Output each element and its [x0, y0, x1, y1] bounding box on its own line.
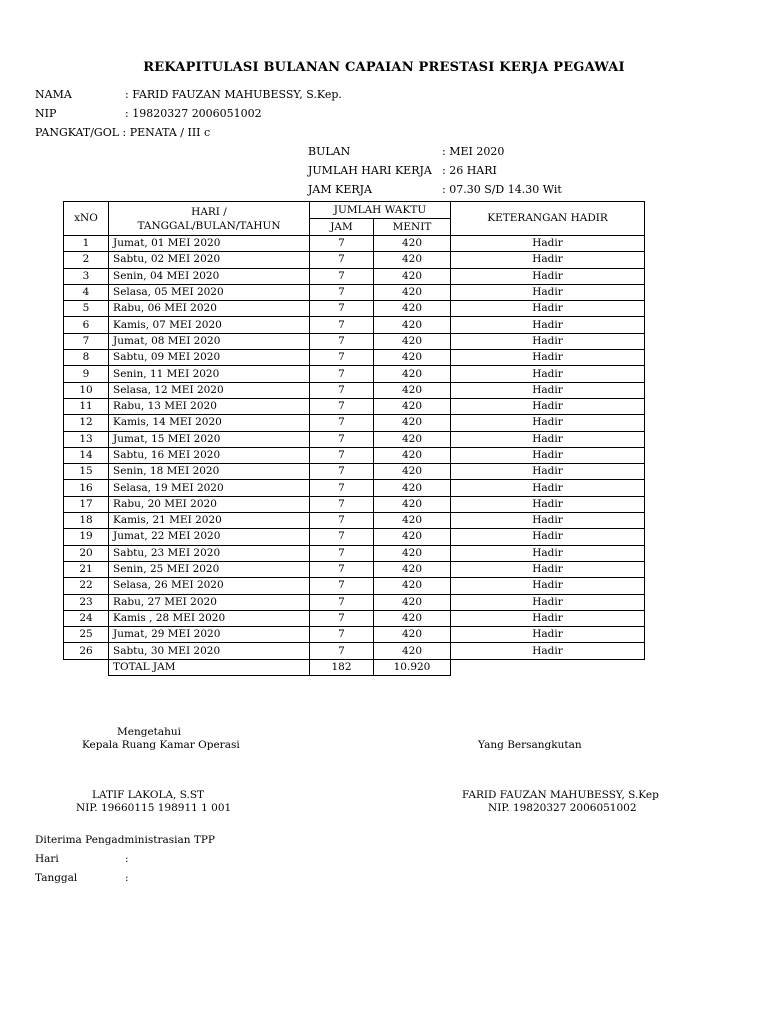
row-date: Kamis, 21 MEI 2020	[109, 513, 310, 529]
table-row	[64, 447, 645, 463]
table-row	[64, 464, 645, 480]
row-menit: 420	[374, 350, 451, 366]
row-keterangan: Hadir	[451, 366, 645, 382]
row-menit: 420	[374, 529, 451, 545]
table-row	[64, 398, 645, 414]
row-menit: 420	[374, 447, 451, 463]
hari-kerja-value: : 26 HARI	[442, 164, 497, 177]
table-row	[64, 415, 645, 431]
row-date: Kamis, 07 MEI 2020	[109, 317, 310, 333]
table-row	[64, 610, 645, 626]
nama-value: : FARID FAUZAN MAHUBESSY, S.Kep.	[125, 88, 342, 101]
header-keterangan: KETERANGAN HADIR	[451, 202, 645, 236]
row-no: 10	[64, 382, 109, 398]
row-no: 18	[64, 513, 109, 529]
row-jam: 7	[310, 268, 374, 284]
row-no: 19	[64, 529, 109, 545]
row-jam: 7	[310, 236, 374, 252]
row-keterangan: Hadir	[451, 301, 645, 317]
row-keterangan: Hadir	[451, 513, 645, 529]
mengetahui-label: Mengetahui	[117, 726, 182, 738]
total-blank-right	[451, 659, 645, 675]
row-keterangan: Hadir	[451, 578, 645, 594]
row-date: Sabtu, 09 MEI 2020	[109, 350, 310, 366]
table-row	[64, 627, 645, 643]
header-hari-line2: TANGGAL/BULAN/TAHUN	[137, 219, 281, 232]
row-jam: 7	[310, 496, 374, 512]
row-jam: 7	[310, 415, 374, 431]
row-jam: 7	[310, 480, 374, 496]
header-no: xNO	[64, 202, 109, 236]
row-keterangan: Hadir	[451, 252, 645, 268]
row-keterangan: Hadir	[451, 333, 645, 349]
row-date: Rabu, 27 MEI 2020	[109, 594, 310, 610]
row-menit: 420	[374, 284, 451, 300]
row-no: 24	[64, 610, 109, 626]
row-date: Senin, 25 MEI 2020	[109, 561, 310, 577]
table-row	[64, 301, 645, 317]
row-menit: 420	[374, 643, 451, 659]
row-jam: 7	[310, 610, 374, 626]
row-no: 23	[64, 594, 109, 610]
attendance-table	[63, 201, 645, 676]
row-keterangan: Hadir	[451, 236, 645, 252]
table-row	[64, 236, 645, 252]
row-menit: 420	[374, 561, 451, 577]
row-keterangan: Hadir	[451, 284, 645, 300]
row-menit: 420	[374, 545, 451, 561]
row-keterangan: Hadir	[451, 594, 645, 610]
row-keterangan: Hadir	[451, 382, 645, 398]
row-jam: 7	[310, 431, 374, 447]
header-jam: JAM	[310, 219, 374, 236]
table-row	[64, 382, 645, 398]
row-jam: 7	[310, 464, 374, 480]
row-keterangan: Hadir	[451, 268, 645, 284]
right-signer-nip: NIP. 19820327 2006051002	[488, 802, 637, 814]
hari-kerja-label: JUMLAH HARI KERJA	[308, 164, 432, 177]
row-jam: 7	[310, 398, 374, 414]
row-menit: 420	[374, 333, 451, 349]
row-keterangan: Hadir	[451, 561, 645, 577]
row-no: 7	[64, 333, 109, 349]
total-label: TOTAL JAM	[109, 659, 310, 675]
row-date: Selasa, 05 MEI 2020	[109, 284, 310, 300]
header-hari	[109, 202, 310, 236]
table-row	[64, 317, 645, 333]
row-keterangan: Hadir	[451, 529, 645, 545]
bulan-label: BULAN	[308, 145, 351, 158]
row-no: 4	[64, 284, 109, 300]
table-row	[64, 643, 645, 659]
row-no: 15	[64, 464, 109, 480]
row-no: 14	[64, 447, 109, 463]
row-menit: 420	[374, 431, 451, 447]
row-menit: 420	[374, 317, 451, 333]
header-hari-line1: HARI /	[191, 205, 227, 218]
row-date: Selasa, 12 MEI 2020	[109, 382, 310, 398]
row-jam: 7	[310, 284, 374, 300]
table-row	[64, 480, 645, 496]
row-menit: 420	[374, 578, 451, 594]
left-signer-nip: NIP. 19660115 198911 1 001	[76, 802, 232, 814]
total-row	[64, 659, 645, 675]
row-jam: 7	[310, 643, 374, 659]
table-row	[64, 578, 645, 594]
jam-kerja-value: : 07.30 S/D 14.30 Wit	[442, 183, 562, 196]
row-jam: 7	[310, 447, 374, 463]
table-row	[64, 545, 645, 561]
row-date: Selasa, 26 MEI 2020	[109, 578, 310, 594]
row-jam: 7	[310, 529, 374, 545]
row-jam: 7	[310, 513, 374, 529]
row-jam: 7	[310, 350, 374, 366]
row-no: 26	[64, 643, 109, 659]
row-date: Kamis, 14 MEI 2020	[109, 415, 310, 431]
row-jam: 7	[310, 545, 374, 561]
row-keterangan: Hadir	[451, 415, 645, 431]
total-menit: 10.920	[374, 659, 451, 675]
row-date: Sabtu, 16 MEI 2020	[109, 447, 310, 463]
left-signer-name: LATIF LAKOLA, S.ST	[92, 789, 205, 801]
table-row	[64, 513, 645, 529]
row-keterangan: Hadir	[451, 627, 645, 643]
row-jam: 7	[310, 561, 374, 577]
row-date: Jumat, 15 MEI 2020	[109, 431, 310, 447]
row-jam: 7	[310, 594, 374, 610]
table-row	[64, 431, 645, 447]
row-keterangan: Hadir	[451, 447, 645, 463]
row-keterangan: Hadir	[451, 350, 645, 366]
row-menit: 420	[374, 236, 451, 252]
row-date: Senin, 11 MEI 2020	[109, 366, 310, 382]
right-signer-name: FARID FAUZAN MAHUBESSY, S.Kep	[462, 789, 659, 801]
row-menit: 420	[374, 415, 451, 431]
row-keterangan: Hadir	[451, 317, 645, 333]
row-date: Rabu, 20 MEI 2020	[109, 496, 310, 512]
nip-value: : 19820327 2006051002	[125, 107, 262, 120]
row-keterangan: Hadir	[451, 496, 645, 512]
row-no: 1	[64, 236, 109, 252]
row-no: 6	[64, 317, 109, 333]
row-menit: 420	[374, 382, 451, 398]
row-no: 3	[64, 268, 109, 284]
row-date: Rabu, 06 MEI 2020	[109, 301, 310, 317]
row-jam: 7	[310, 317, 374, 333]
row-date: Jumat, 01 MEI 2020	[109, 236, 310, 252]
table-row	[64, 350, 645, 366]
row-date: Rabu, 13 MEI 2020	[109, 398, 310, 414]
nama-label: NAMA	[35, 88, 72, 101]
table-row	[64, 333, 645, 349]
row-menit: 420	[374, 398, 451, 414]
row-keterangan: Hadir	[451, 480, 645, 496]
row-menit: 420	[374, 610, 451, 626]
row-menit: 420	[374, 464, 451, 480]
row-date: Senin, 18 MEI 2020	[109, 464, 310, 480]
row-no: 2	[64, 252, 109, 268]
row-date: Jumat, 22 MEI 2020	[109, 529, 310, 545]
table-row	[64, 594, 645, 610]
row-menit: 420	[374, 301, 451, 317]
row-keterangan: Hadir	[451, 610, 645, 626]
receipt-title: Diterima Pengadministrasian TPP	[35, 834, 215, 846]
row-jam: 7	[310, 366, 374, 382]
row-menit: 420	[374, 480, 451, 496]
row-menit: 420	[374, 627, 451, 643]
row-date: Kamis , 28 MEI 2020	[109, 610, 310, 626]
total-blank	[64, 659, 109, 675]
header-menit: MENIT	[374, 219, 451, 236]
receipt-hari-colon: :	[125, 853, 129, 865]
table-row	[64, 284, 645, 300]
row-date: Sabtu, 02 MEI 2020	[109, 252, 310, 268]
receipt-tanggal-colon: :	[125, 872, 129, 884]
row-no: 17	[64, 496, 109, 512]
row-no: 20	[64, 545, 109, 561]
table-row	[64, 561, 645, 577]
row-no: 12	[64, 415, 109, 431]
row-date: Jumat, 08 MEI 2020	[109, 333, 310, 349]
row-keterangan: Hadir	[451, 545, 645, 561]
table-row	[64, 366, 645, 382]
row-jam: 7	[310, 627, 374, 643]
row-menit: 420	[374, 366, 451, 382]
row-no: 5	[64, 301, 109, 317]
row-keterangan: Hadir	[451, 398, 645, 414]
row-no: 25	[64, 627, 109, 643]
row-keterangan: Hadir	[451, 431, 645, 447]
row-no: 9	[64, 366, 109, 382]
header-jumlah-waktu: JUMLAH WAKTU	[310, 202, 451, 219]
row-menit: 420	[374, 496, 451, 512]
receipt-tanggal-label: Tanggal	[35, 872, 78, 884]
table-row	[64, 252, 645, 268]
table-row	[64, 529, 645, 545]
row-no: 11	[64, 398, 109, 414]
row-date: Selasa, 19 MEI 2020	[109, 480, 310, 496]
row-keterangan: Hadir	[451, 643, 645, 659]
document-title: REKAPITULASI BULANAN CAPAIAN PRESTASI KERJA PEGAWAI	[143, 60, 625, 75]
row-date: Sabtu, 23 MEI 2020	[109, 545, 310, 561]
row-date: Sabtu, 30 MEI 2020	[109, 643, 310, 659]
row-keterangan: Hadir	[451, 464, 645, 480]
receipt-hari-label: Hari	[35, 853, 59, 865]
row-menit: 420	[374, 252, 451, 268]
row-jam: 7	[310, 301, 374, 317]
row-jam: 7	[310, 578, 374, 594]
row-menit: 420	[374, 513, 451, 529]
jam-kerja-label: JAM KERJA	[308, 183, 372, 196]
row-jam: 7	[310, 252, 374, 268]
row-date: Senin, 04 MEI 2020	[109, 268, 310, 284]
row-no: 21	[64, 561, 109, 577]
table-row	[64, 268, 645, 284]
row-jam: 7	[310, 382, 374, 398]
table-row	[64, 496, 645, 512]
row-no: 13	[64, 431, 109, 447]
nip-label: NIP	[35, 107, 57, 120]
pangkat-line: PANGKAT/GOL : PENATA / III c	[35, 126, 211, 139]
row-menit: 420	[374, 594, 451, 610]
row-date: Jumat, 29 MEI 2020	[109, 627, 310, 643]
bulan-value: : MEI 2020	[442, 145, 505, 158]
row-menit: 420	[374, 268, 451, 284]
row-no: 22	[64, 578, 109, 594]
kepala-ruang-label: Kepala Ruang Kamar Operasi	[82, 739, 240, 751]
row-jam: 7	[310, 333, 374, 349]
row-no: 16	[64, 480, 109, 496]
yang-bersangkutan-label: Yang Bersangkutan	[478, 739, 582, 751]
total-jam: 182	[310, 659, 374, 675]
row-no: 8	[64, 350, 109, 366]
